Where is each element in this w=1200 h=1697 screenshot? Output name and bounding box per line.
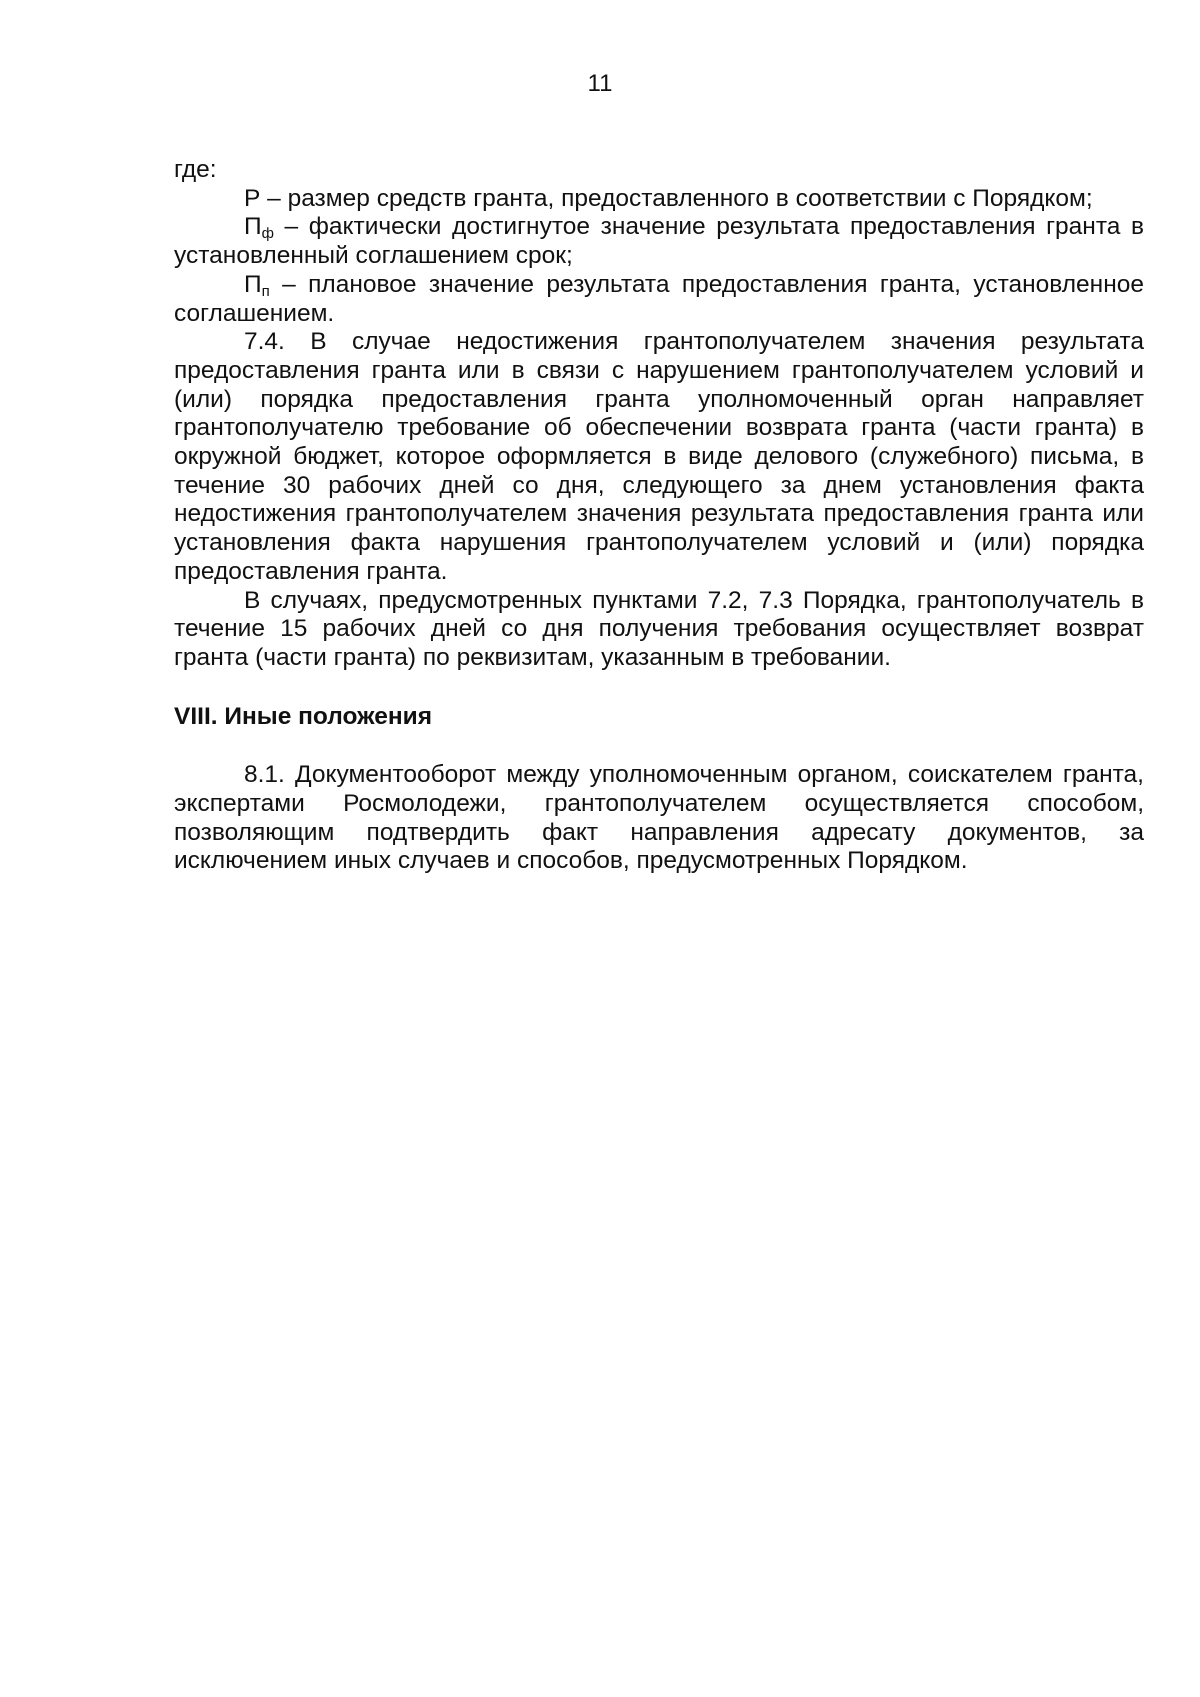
page-number: 11 bbox=[587, 70, 613, 97]
intro-text: где: bbox=[174, 156, 217, 183]
symbol-pp-subscript: п bbox=[261, 282, 270, 300]
symbol-pf: П bbox=[244, 213, 262, 241]
section-heading: VIII. Иные положения bbox=[174, 702, 433, 730]
definition-p-text: – размер средств гранта, предоставленного в соответствии с Порядком; bbox=[260, 184, 1093, 212]
definition-pf-text: – фактически достигнутое значение результата предоставления гранта в установленный соглашением срок; bbox=[174, 213, 1144, 270]
document-body bbox=[174, 156, 1144, 876]
paragraph-8-1: 8.1. Документооборот между уполномоченным органом, соискателем гранта, экспертами Росмолодежи, грантополучателем осуществляется способом, позволяющим подтвердить факт направления адресату документов, за исключением иных случаев и способов, предусмотренных Порядком. bbox=[174, 761, 1144, 875]
paragraph-return-terms: В случаях, предусмотренных пунктами 7.2, 7.3 Порядка, грантополучатель в течение 15 рабочих дней со дня получения требования осуществляет возврат гранта (части гранта) по реквизитам, указанным в требовании. bbox=[174, 586, 1144, 671]
definition-pp bbox=[174, 271, 1144, 328]
definition-pf bbox=[174, 213, 1144, 270]
definition-pp-text: – плановое значение результата предоставления гранта, установленное соглашением. bbox=[174, 270, 1144, 327]
symbol-pf-subscript: ф bbox=[261, 225, 274, 243]
symbol-p: Р bbox=[244, 184, 261, 212]
definition-p bbox=[174, 185, 1144, 214]
symbol-pp: П bbox=[244, 270, 262, 298]
paragraph-7-4: 7.4. В случае недостижения грантополучателем значения результата предоставления гранта или в связи с нарушением грантополучателем условий и (или) порядка предоставления гранта уполномоченный орган направляет грантополучателю требование об обеспечении возврата гранта (части гранта) в окружной бюджет, которое оформляется в виде делового (служебного) письма, в течение 30 рабочих дней со дня, следующего за днем установления факта недостижения грантополучателем значения результата предоставления гранта или установления факта нарушения грантополучателем условий и (или) порядка предоставления гранта. bbox=[174, 328, 1144, 585]
